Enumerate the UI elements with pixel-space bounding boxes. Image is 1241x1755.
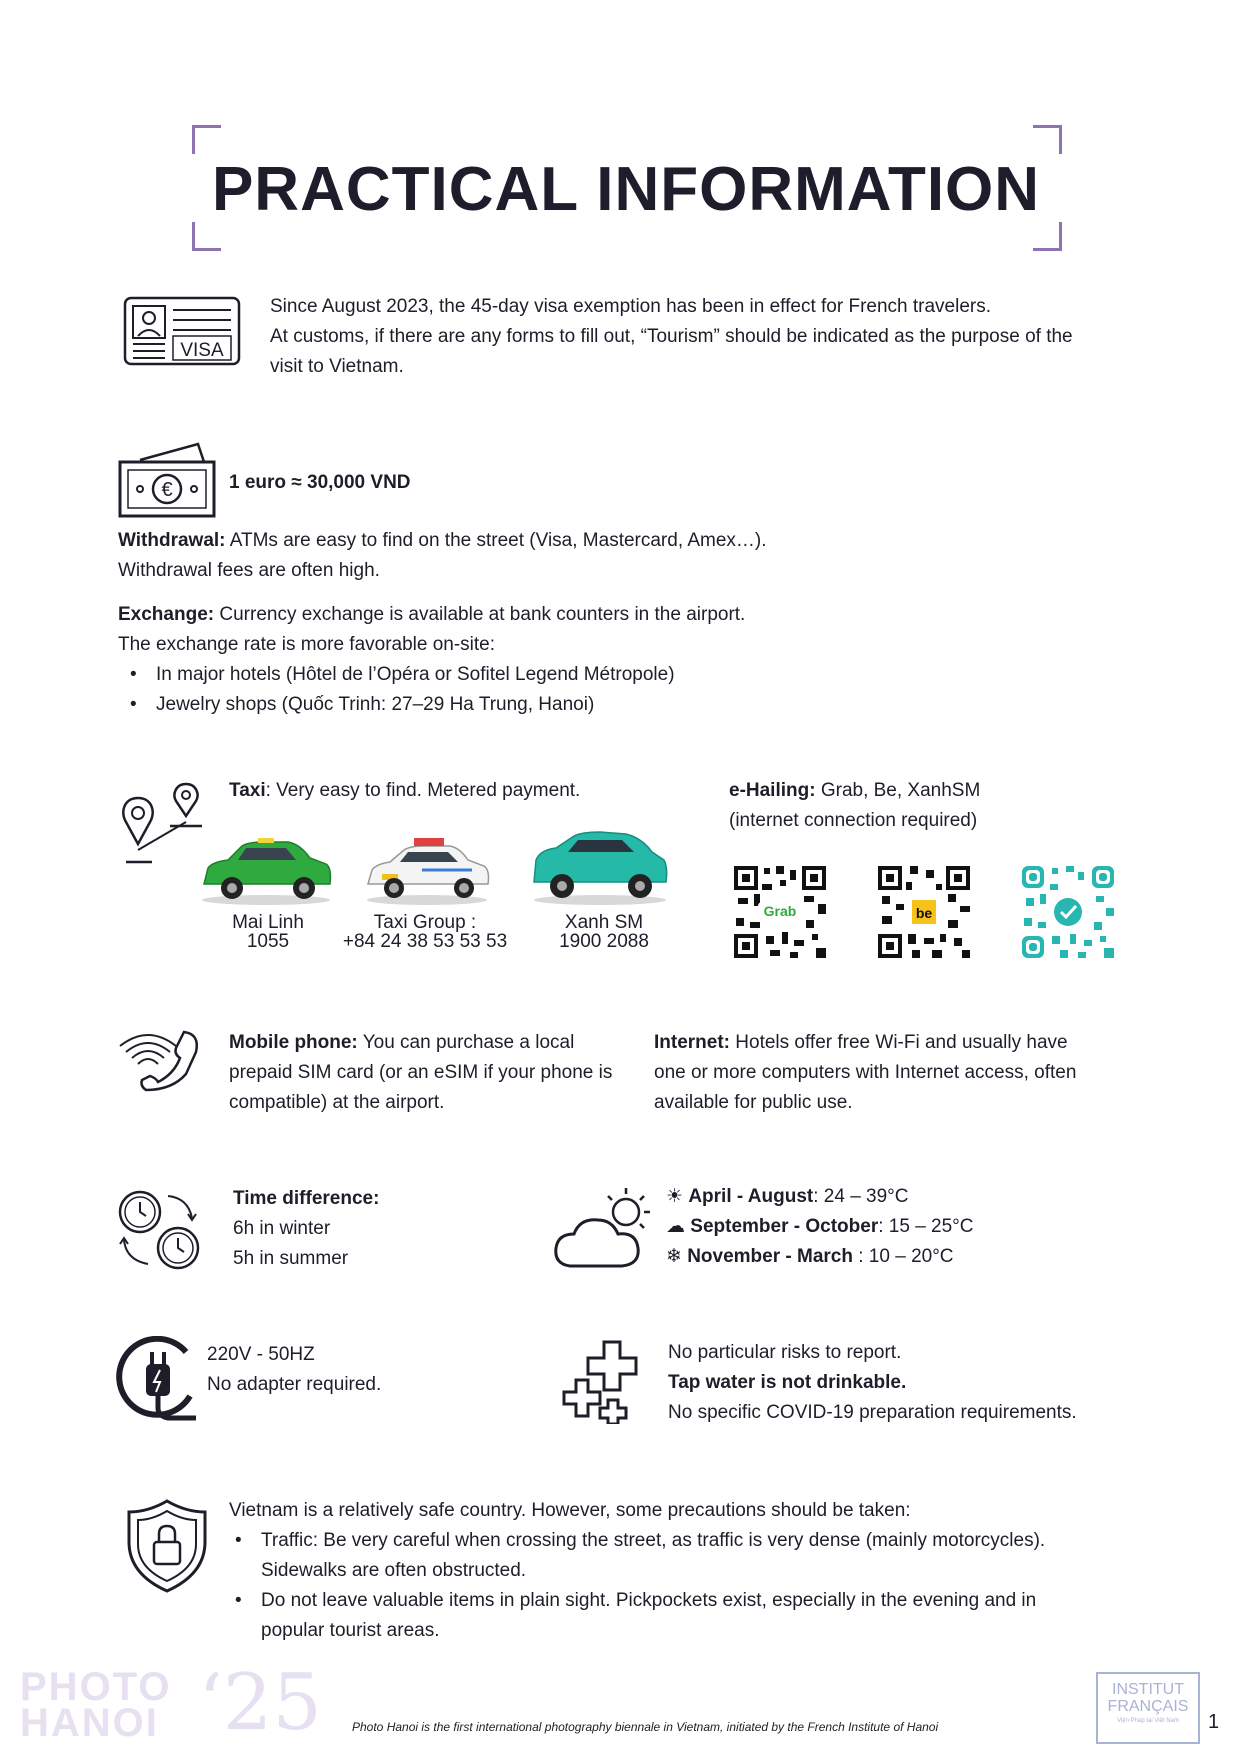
safety-info [229,1496,1189,1646]
health-risks: No particular risks to report. [668,1342,902,1363]
internet-label: Internet: [654,1032,730,1053]
svg-text:€: € [161,479,173,501]
wifi-phone-icon [116,1028,202,1094]
photo-hanoi-logo [20,1658,340,1748]
health-crosses-icon [562,1340,646,1424]
snowflake-icon: ❄ [666,1246,682,1267]
ehailing-label: e-Hailing: [729,780,816,801]
taxi-group-image [362,836,492,906]
page-number: 1 [1208,1711,1220,1733]
company-taxi-group [334,913,516,951]
company-phone: 1055 [246,931,290,952]
taxi-text: : Very easy to find. Metered payment. [265,780,581,801]
logo-line-2: HANOI [20,1701,159,1745]
banknote-euro-icon [118,440,218,520]
weather-temp: : 15 – 25°C [878,1216,974,1237]
safety-pickpockets-2: popular tourist areas. [261,1620,440,1641]
ehailing-text: Grab, Be, XanhSM [815,780,981,801]
power-plug-icon [116,1336,202,1422]
mobile-label: Mobile phone: [229,1032,358,1053]
internet-text: available for public use. [654,1092,853,1113]
be-qr-code[interactable] [876,864,972,960]
weather-period: September - October [690,1216,879,1237]
internet-text: one or more computers with Internet access, often [654,1062,1077,1083]
mai-linh-taxi-image [198,836,334,906]
weather-row-2 [666,1212,1086,1242]
logo-year: ‘25 [198,1658,323,1748]
weather-period: November - March [687,1246,859,1267]
internet-info [654,1028,1134,1118]
company-xanh-sm [534,913,674,951]
ehailing-info [729,776,980,836]
exchange-info [118,600,1118,720]
logo-line-1: PHOTO [20,1665,172,1709]
weather-info [666,1182,1086,1272]
page-title: PRACTICAL INFORMATION [211,155,1041,224]
sun-icon: ☀ [666,1186,684,1207]
company-name: Taxi Group : [373,912,477,933]
mobile-phone-info [229,1028,649,1118]
health-covid: No specific COVID-19 preparation requirements. [668,1402,1077,1423]
list-item [261,1586,1189,1646]
xanhsm-qr-code[interactable] [1020,864,1116,960]
safety-traffic: • Traffic: Be very careful when crossing the street, as traffic is very dense (mainly motorcycles). [261,1530,1046,1551]
xanh-sm-car-image [530,830,670,906]
time-difference-info [233,1184,379,1274]
time-difference-clocks-icon [116,1186,204,1270]
mobile-text: compatible) at the airport. [229,1092,445,1113]
sun-cloud-icon [552,1184,660,1270]
withdrawal-text: ATMs are easy to find on the street (Visa, Mastercard, Amex…). [225,530,767,551]
taxi-label: Taxi [229,780,266,801]
wind-icon: ☁ [666,1216,685,1237]
power-info [207,1340,381,1400]
company-name: Xanh SM [564,912,644,933]
institut-francais-logo [1096,1672,1200,1744]
ehailing-text-2: (internet connection required) [729,810,978,831]
institut-line-1: INSTITUT [1112,1681,1184,1698]
svg-text:Grab: Grab [763,903,797,919]
weather-temp: : 10 – 20°C [858,1246,954,1267]
power-voltage: 220V - 50HZ [207,1344,315,1365]
power-adapter: No adapter required. [207,1374,382,1395]
institut-line-3: Viện Pháp tại Việt Nam [1117,1718,1179,1724]
taxi-info [229,776,580,806]
company-mai-linh [203,913,333,951]
withdrawal-text-2: Withdrawal fees are often high. [118,560,380,581]
weather-temp: : 24 – 39°C [813,1186,909,1207]
svg-text:be: be [915,905,933,921]
mobile-text: You can purchase a local [357,1032,575,1053]
institut-line-2: FRANÇAIS [1107,1698,1189,1715]
list-item: • Jewelry shops (Quốc Trinh: 27–29 Ha Trung, Hanoi) [156,690,1118,720]
health-water: Tap water is not drinkable. [668,1372,907,1393]
visa-line-1: Since August 2023, the 45-day visa exemption has been in effect for French travelers. [270,296,992,317]
withdrawal-info [118,526,1118,586]
exchange-text: Currency exchange is available at bank counters in the airport. [214,604,746,625]
list-item [261,1526,1189,1586]
grab-qr-code[interactable] [732,864,828,960]
company-name: Mai Linh [232,912,304,933]
safety-pickpockets: • Do not leave valuable items in plain sight. Pickpockets exist, especially in the evening and in [261,1590,1037,1611]
internet-text: Hotels offer free Wi-Fi and usually have [730,1032,1068,1053]
exchange-label: Exchange: [118,604,215,625]
weather-row-3 [666,1242,1086,1272]
page-title-wrap [190,130,1062,250]
shield-lock-icon [126,1498,208,1594]
health-info [668,1338,1188,1428]
time-winter: 6h in winter [233,1218,331,1239]
svg-text:VISA: VISA [180,340,224,361]
safety-intro: Vietnam is a relatively safe country. However, some precautions should be taken: [229,1500,911,1521]
company-phone: 1900 2088 [559,931,649,952]
time-label: Time difference: [233,1188,380,1209]
weather-row-1 [666,1182,1086,1212]
visa-card-icon [123,296,241,366]
time-summer: 5h in summer [233,1248,349,1269]
visa-info [270,292,1150,382]
safety-traffic-2: Sidewalks are often obstructed. [261,1560,527,1581]
footer-note: Photo Hanoi is the first international photography biennale in Vietnam, initiated by the French Institute of Hanoi [352,1720,939,1734]
list-item: • In major hotels (Hôtel de l’Opéra or Sofitel Legend Métropole) [156,660,1118,690]
exchange-text-2: The exchange rate is more favorable on-site: [118,634,496,655]
visa-line-3: visit to Vietnam. [270,356,404,377]
company-phone: +84 24 38 53 53 53 [342,931,508,952]
mobile-text: prepaid SIM card (or an eSIM if your phone is [229,1062,613,1083]
map-pin-route-icon [116,782,204,868]
exchange-rate: 1 euro ≈ 30,000 VND [229,472,411,493]
withdrawal-label: Withdrawal: [118,530,226,551]
weather-period: April - August [688,1186,814,1207]
visa-line-2: At customs, if there are any forms to fill out, “Tourism” should be indicated as the purpose of the [270,326,1073,347]
